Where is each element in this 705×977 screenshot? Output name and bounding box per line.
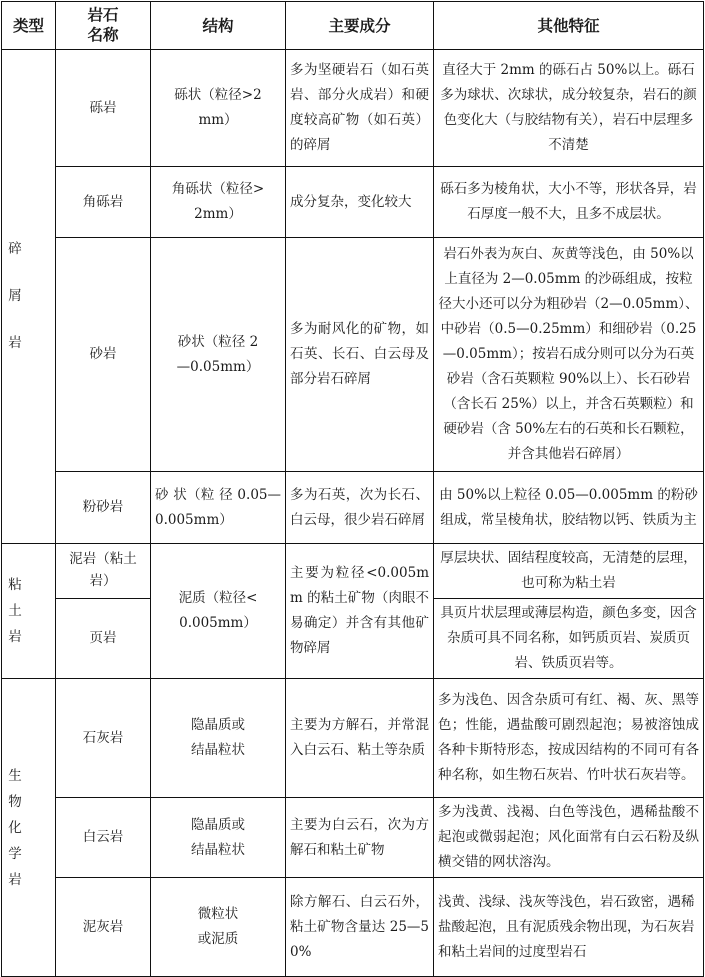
rock-composition: 主要为粒径<0.005mm 的粘土矿物（肉眼不易确定）并含有其他矿物碎屑: [286, 544, 434, 679]
rock-structure: 隐晶质或结晶粒状: [151, 679, 286, 798]
table-row: [2, 679, 704, 798]
rock-composition: 多为耐风化的矿物，如石英、长石、白云母及部分岩石碎屑: [286, 238, 434, 472]
rock-name: 石灰岩: [56, 679, 151, 798]
rock-structure: 隐晶质或结晶粒状: [151, 798, 286, 878]
rock-name: 白云岩: [56, 798, 151, 878]
table-row: [2, 167, 704, 238]
rock-type-clastic: 碎屑岩: [2, 50, 56, 544]
header-type: 类型: [2, 2, 56, 50]
rock-features: 砾石多为棱角状，大小不等，形状各异，岩石厚度一般不大，且多不成层状。: [434, 167, 704, 238]
rock-name: 页岩: [56, 599, 151, 679]
header-row: [2, 2, 704, 50]
rock-features: 具页片状层理或薄层构造，颜色多变，因含杂质可具不同名称，如钙质页岩、炭质页岩、铁质页岩等。: [434, 599, 704, 679]
rock-structure: 砂 状（粒 径 0.05—0.005mm）: [151, 472, 286, 544]
rock-name: 砂岩: [56, 238, 151, 472]
rock-features: 多为浅黄、浅褐、白色等浅色，遇稀盐酸不起泡或微弱起泡；风化面常有白云石粉及纵横交错的网状溶沟。: [434, 798, 704, 878]
rock-composition: 多为坚硬岩石（如石英岩、部分火成岩）和硬度较高矿物（如石英）的碎屑: [286, 50, 434, 167]
table-row: [2, 472, 704, 544]
table-row: [2, 50, 704, 167]
header-rock-name: 岩石名称: [56, 2, 151, 50]
header-composition: 主要成分: [286, 2, 434, 50]
rock-structure: 微粒状或泥质: [151, 878, 286, 977]
rock-features: 浅黄、浅绿、浅灰等浅色，岩石致密，遇稀盐酸起泡，且有泥质残余物出现，为石灰岩和粘土岩间的过度型岩石: [434, 878, 704, 977]
rock-composition: 除方解石、白云石外，粘土矿物含量达 25—50%: [286, 878, 434, 977]
rock-features: 多为浅色、因含杂质可有红、褐、灰、黑等色；性能，遇盐酸可剧烈起泡；易被溶蚀成各种卡斯特形态，按成因结构的不同可有各种名称，如生物石灰岩、竹叶状石灰岩等。: [434, 679, 704, 798]
rock-name: 粉砂岩: [56, 472, 151, 544]
rock-classification-table: [1, 1, 704, 977]
rock-structure: 泥质（粒径<0.005mm）: [151, 544, 286, 679]
table-row: [2, 878, 704, 977]
rock-features: 由 50%以上粒径 0.05—0.005mm 的粉砂组成，常呈棱角状，胶结物以钙、铁质为主: [434, 472, 704, 544]
rock-composition: 多为石英，次为长石、白云母，很少岩石碎屑: [286, 472, 434, 544]
header-structure: 结构: [151, 2, 286, 50]
table-row: [2, 544, 704, 599]
rock-structure: 砾状（粒径>2mm）: [151, 50, 286, 167]
table-row: [2, 238, 704, 472]
rock-features: 厚层块状、固结程度较高，无清楚的层理，也可称为粘土岩: [434, 544, 704, 599]
header-other-features: 其他特征: [434, 2, 704, 50]
rock-name: 砾岩: [56, 50, 151, 167]
rock-features: 直径大于 2mm 的砾石占 50%以上。砾石多为球状、次球状，成分较复杂，岩石的颜色变化大（与胶结物有关），岩石中层理多不清楚: [434, 50, 704, 167]
rock-features: 岩石外表为灰白、灰黄等浅色，由 50%以上直径为 2—0.05mm 的沙砾组成，按粒径大小还可以分为粗砂岩（2—0.05mm）、中砂岩（0.5—0.25mm）和细砂岩（0.25—0.05mm）；按岩石成分则可以分为石英砂岩（含石英颗粒 90%以上）、长石砂岩（含长石 25%）以上，并含石英颗粒）和硬砂岩（含 50%左右的石英和长石颗粒，并含其他岩石碎屑）: [434, 238, 704, 472]
rock-name: 泥岩（粘土岩）: [56, 544, 151, 599]
rock-name: 角砾岩: [56, 167, 151, 238]
rock-type-clay: 粘土岩: [2, 544, 56, 679]
rock-structure: 角砾状（粒径>2mm）: [151, 167, 286, 238]
rock-name: 泥灰岩: [56, 878, 151, 977]
rock-structure: 砂状（粒径 2—0.05mm）: [151, 238, 286, 472]
rock-composition: 主要为方解石，并常混入白云石、粘土等杂质: [286, 679, 434, 798]
rock-composition: 成分复杂，变化较大: [286, 167, 434, 238]
table-row: [2, 798, 704, 878]
rock-composition: 主要为白云石，次为方解石和粘土矿物: [286, 798, 434, 878]
rock-type-biochemical: 生物化学岩: [2, 679, 56, 977]
